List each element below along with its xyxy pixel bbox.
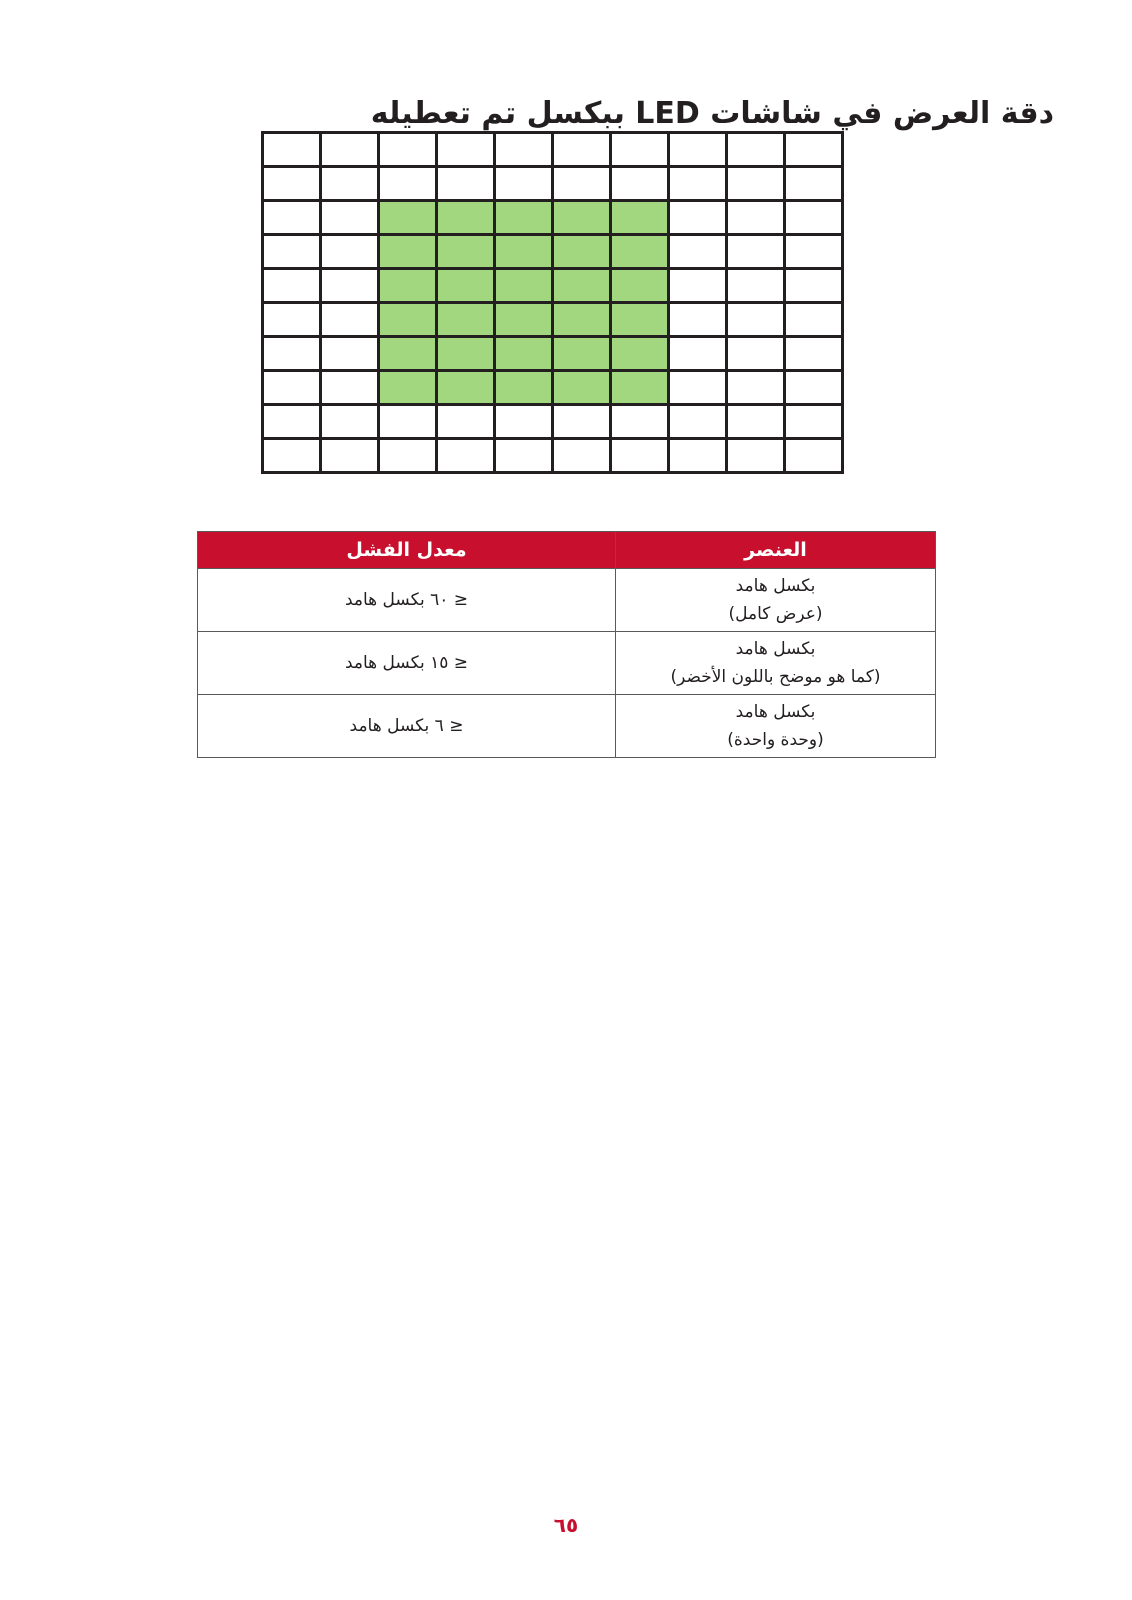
pixel-cell (322, 134, 380, 168)
dead-pixel-cell (438, 304, 496, 338)
dead-pixel-cell (496, 372, 554, 406)
pixel-cell (786, 406, 844, 440)
dead-pixel-cell (380, 372, 438, 406)
pixel-cell (612, 406, 670, 440)
dead-pixel-cell (554, 270, 612, 304)
pixel-cell (380, 168, 438, 202)
dead-pixel-cell (612, 338, 670, 372)
pixel-cell (264, 440, 322, 474)
pixel-cell (786, 372, 844, 406)
dead-pixel-cell (380, 338, 438, 372)
item-label: بكسل هامد (735, 702, 816, 722)
dead-pixel-cell (438, 236, 496, 270)
rate-cell: ≤ ٦٠ بكسل هامد (198, 569, 616, 632)
rate-cell: ≤ ١٥ بكسل هامد (198, 632, 616, 695)
pixel-cell (670, 304, 728, 338)
dead-pixel-cell (438, 270, 496, 304)
failure-rate-table (197, 531, 936, 758)
pixel-cell (670, 338, 728, 372)
table-row (198, 569, 936, 632)
pixel-cell (728, 134, 786, 168)
dead-pixel-cell (612, 304, 670, 338)
dead-pixel-cell (612, 236, 670, 270)
pixel-cell (728, 236, 786, 270)
pixel-cell (670, 406, 728, 440)
pixel-cell (728, 406, 786, 440)
pixel-cell (322, 372, 380, 406)
pixel-cell (786, 134, 844, 168)
pixel-cell (496, 440, 554, 474)
pixel-cell (322, 270, 380, 304)
pixel-cell (554, 168, 612, 202)
pixel-cell (728, 338, 786, 372)
dead-pixel-cell (380, 304, 438, 338)
pixel-cell (612, 168, 670, 202)
header-item: العنصر (616, 532, 936, 569)
pixel-cell (264, 406, 322, 440)
pixel-cell (380, 440, 438, 474)
pixel-cell (496, 406, 554, 440)
pixel-cell (554, 440, 612, 474)
pixel-cell (264, 168, 322, 202)
pixel-cell (264, 134, 322, 168)
pixel-cell (264, 202, 322, 236)
header-failure-rate: معدل الفشل (198, 532, 616, 569)
pixel-cell (670, 134, 728, 168)
pixel-cell (264, 270, 322, 304)
dead-pixel-cell (496, 202, 554, 236)
pixel-cell (438, 134, 496, 168)
dead-pixel-cell (496, 338, 554, 372)
dead-pixel-cell (438, 338, 496, 372)
pixel-cell (728, 440, 786, 474)
pixel-cell (786, 236, 844, 270)
item-cell (616, 695, 936, 758)
pixel-cell (264, 236, 322, 270)
pixel-cell (322, 338, 380, 372)
table-header-row (198, 532, 936, 569)
item-label: بكسل هامد (735, 576, 816, 596)
pixel-cell (264, 338, 322, 372)
dead-pixel-cell (496, 236, 554, 270)
pixel-cell (380, 134, 438, 168)
pixel-grid-diagram (261, 131, 844, 474)
dead-pixel-cell (554, 338, 612, 372)
rate-cell: ≤ ٦ بكسل هامد (198, 695, 616, 758)
dead-pixel-cell (612, 372, 670, 406)
pixel-cell (670, 236, 728, 270)
pixel-cell (670, 440, 728, 474)
pixel-cell (728, 304, 786, 338)
pixel-cell (496, 134, 554, 168)
page-number: ٦٥ (553, 1513, 579, 1537)
pixel-cell (786, 440, 844, 474)
pixel-cell (322, 168, 380, 202)
dead-pixel-cell (496, 270, 554, 304)
pixel-cell (322, 406, 380, 440)
pixel-cell (786, 270, 844, 304)
item-note: (كما هو موضح باللون الأخضر) (670, 667, 881, 687)
pixel-cell (438, 168, 496, 202)
pixel-cell (612, 134, 670, 168)
dead-pixel-cell (380, 236, 438, 270)
pixel-cell (786, 202, 844, 236)
pixel-cell (786, 168, 844, 202)
item-cell (616, 632, 936, 695)
item-label: بكسل هامد (735, 639, 816, 659)
pixel-cell (728, 372, 786, 406)
pixel-cell (322, 304, 380, 338)
pixel-cell (322, 202, 380, 236)
dead-pixel-cell (380, 202, 438, 236)
pixel-cell (380, 406, 438, 440)
pixel-cell (728, 202, 786, 236)
pixel-cell (728, 270, 786, 304)
item-note: (عرض كامل) (728, 604, 823, 624)
page-title: دقة العرض في شاشات LED ببكسل تم تعطيله (370, 96, 1054, 132)
dead-pixel-cell (554, 236, 612, 270)
dead-pixel-cell (438, 372, 496, 406)
pixel-cell (554, 406, 612, 440)
pixel-cell (670, 202, 728, 236)
dead-pixel-cell (438, 202, 496, 236)
pixel-cell (670, 270, 728, 304)
pixel-cell (554, 134, 612, 168)
pixel-cell (322, 236, 380, 270)
pixel-cell (322, 440, 380, 474)
pixel-cell (786, 338, 844, 372)
pixel-cell (728, 168, 786, 202)
table-row (198, 632, 936, 695)
pixel-cell (438, 440, 496, 474)
pixel-cell (264, 304, 322, 338)
item-cell (616, 569, 936, 632)
pixel-cell (438, 406, 496, 440)
table-row (198, 695, 936, 758)
dead-pixel-cell (554, 372, 612, 406)
dead-pixel-cell (612, 270, 670, 304)
pixel-cell (612, 440, 670, 474)
pixel-cell (496, 168, 554, 202)
pixel-cell (264, 372, 322, 406)
pixel-cell (786, 304, 844, 338)
dead-pixel-cell (612, 202, 670, 236)
dead-pixel-cell (554, 304, 612, 338)
dead-pixel-cell (380, 270, 438, 304)
item-note: (وحدة واحدة) (727, 730, 824, 750)
pixel-cell (670, 372, 728, 406)
dead-pixel-cell (554, 202, 612, 236)
dead-pixel-cell (496, 304, 554, 338)
pixel-cell (670, 168, 728, 202)
